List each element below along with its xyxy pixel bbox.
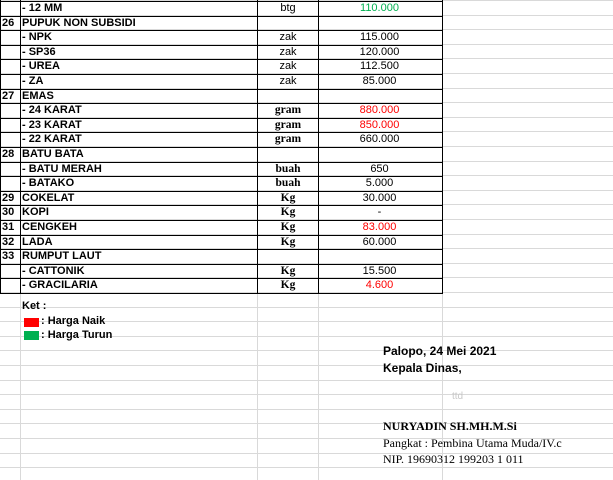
grid-row-line <box>0 380 613 381</box>
legend-label-up: : Harga Naik <box>41 315 106 327</box>
unit-cell: zak <box>279 60 297 72</box>
row-number: 27 <box>2 90 15 102</box>
unit-cell: gram <box>274 119 302 131</box>
table-row <box>0 278 613 293</box>
commodity-name: - BATU MERAH <box>22 163 102 175</box>
table-row <box>0 118 613 133</box>
commodity-name: - ZA <box>22 75 44 87</box>
table-row-border <box>0 162 443 163</box>
price-cell: 850.000 <box>359 119 400 131</box>
row-number <box>2 103 20 118</box>
table-row <box>0 235 613 250</box>
unit-cell: zak <box>279 46 297 58</box>
grid-row-line <box>0 409 613 410</box>
table-row <box>0 220 613 235</box>
unit-cell <box>259 249 317 264</box>
price-cell: 660.000 <box>359 133 400 145</box>
price-cell: 112.500 <box>360 60 399 72</box>
unit-cell: zak <box>279 75 297 87</box>
table-row-border <box>0 89 443 90</box>
row-number: 30 <box>2 206 15 218</box>
ttd-mark: ttd <box>452 391 464 402</box>
row-number <box>2 1 20 16</box>
unit-cell: buah <box>275 163 301 175</box>
commodity-name: CENGKEH <box>22 221 78 233</box>
row-number <box>2 59 20 74</box>
table-row <box>0 191 613 206</box>
commodity-name: BATU BATA <box>22 148 84 160</box>
grid-row-line <box>0 307 613 308</box>
table-row-border <box>0 249 443 250</box>
row-number: 32 <box>2 236 15 248</box>
table-row <box>0 132 613 147</box>
row-number <box>2 74 20 89</box>
table-row-border <box>0 132 443 133</box>
table-row-border <box>0 103 443 104</box>
commodity-name: - 22 KARAT <box>22 133 82 145</box>
price-cell: 83.000 <box>362 221 397 233</box>
price-cell: 30.000 <box>362 192 397 204</box>
table-row-border <box>0 16 443 17</box>
table-row <box>0 89 613 104</box>
commodity-name: - BATAKO <box>22 177 75 189</box>
unit-cell: Kg <box>280 192 296 204</box>
unit-cell: btg <box>280 2 296 14</box>
table-row-border <box>0 235 443 236</box>
price-cell: 85.000 <box>362 75 397 87</box>
table-row-border <box>0 118 443 119</box>
table-row <box>0 30 613 45</box>
row-number <box>2 30 20 45</box>
commodity-name: LADA <box>22 236 53 248</box>
table-row <box>0 1 613 16</box>
table-row-border <box>0 30 443 31</box>
table-row <box>0 147 613 162</box>
commodity-name: PUPUK NON SUBSIDI <box>22 17 136 29</box>
price-cell: 115.000 <box>360 31 399 43</box>
price-cell: - <box>377 206 382 218</box>
commodity-name: KOPI <box>22 206 49 218</box>
signatory-rank: Pangkat : Pembina Utama Muda/IV.c <box>383 436 562 450</box>
table-row <box>0 205 613 220</box>
commodity-name: - NPK <box>22 31 52 43</box>
table-row-border <box>0 176 443 177</box>
table-row-border <box>0 205 443 206</box>
price-cell: 4.600 <box>365 279 394 291</box>
table-row-border <box>0 74 443 75</box>
table-row <box>0 162 613 177</box>
price-cell <box>318 89 441 104</box>
legend-swatch-up <box>24 318 39 327</box>
price-cell: 110.000 <box>360 2 399 14</box>
table-row <box>0 264 613 279</box>
position-title: Kepala Dinas, <box>383 361 462 375</box>
commodity-name: COKELAT <box>22 192 75 204</box>
table-row-border <box>0 59 443 60</box>
table-row <box>0 249 613 264</box>
row-number: 26 <box>2 17 15 29</box>
table-row-border <box>0 191 443 192</box>
row-number: 28 <box>2 148 15 160</box>
price-cell: 650 <box>370 163 389 175</box>
commodity-name: - 12 MM <box>22 2 63 14</box>
grid-row-line <box>0 350 613 351</box>
commodity-name: - 24 KARAT <box>22 104 82 116</box>
grid-row-line <box>0 467 613 468</box>
unit-cell: Kg <box>280 265 296 277</box>
unit-cell <box>259 147 317 162</box>
signatory-nip: NIP. 19690312 199203 1 011 <box>383 452 524 466</box>
unit-cell: gram <box>274 133 302 145</box>
signatory-name: NURYADIN SH.MH.M.Si <box>383 419 517 433</box>
row-number <box>2 278 20 293</box>
commodity-name: EMAS <box>22 90 54 102</box>
table-row-border <box>0 45 443 46</box>
table-row-border <box>0 220 443 221</box>
grid-row-line <box>0 423 613 424</box>
unit-cell: zak <box>279 31 297 43</box>
legend-label-down: : Harga Turun <box>41 329 113 341</box>
price-cell: 120.000 <box>359 46 400 58</box>
table-row-border <box>0 278 443 279</box>
row-number <box>2 118 20 133</box>
table-row <box>0 16 613 31</box>
unit-cell: gram <box>274 104 302 116</box>
table-row <box>0 103 613 118</box>
price-cell: 60.000 <box>362 236 397 248</box>
row-number <box>2 162 20 177</box>
commodity-name: - CATTONIK <box>22 265 85 277</box>
commodity-name: RUMPUT LAUT <box>22 250 102 262</box>
place-date: Palopo, 24 Mei 2021 <box>383 344 497 358</box>
table-row-border <box>0 293 443 294</box>
row-number <box>2 45 20 60</box>
price-cell <box>318 147 441 162</box>
price-cell <box>318 16 441 31</box>
row-number <box>2 176 20 191</box>
unit-cell: Kg <box>280 221 296 233</box>
table-row <box>0 45 613 60</box>
unit-cell <box>259 16 317 31</box>
unit-cell: Kg <box>280 236 296 248</box>
price-cell: 880.000 <box>359 104 400 116</box>
price-cell <box>318 249 441 264</box>
table-row <box>0 74 613 89</box>
legend-swatch-down <box>24 331 39 340</box>
grid-row-line <box>0 394 613 395</box>
commodity-name: - SP36 <box>22 46 56 58</box>
row-number <box>2 264 20 279</box>
table-row-border <box>0 1 443 2</box>
legend-title: Ket : <box>22 300 47 312</box>
table-row-border <box>0 147 443 148</box>
unit-cell <box>259 89 317 104</box>
unit-cell: Kg <box>280 279 296 291</box>
table-row <box>0 176 613 191</box>
row-number <box>2 132 20 147</box>
commodity-name: - UREA <box>22 60 60 72</box>
unit-cell: Kg <box>280 206 296 218</box>
row-number: 33 <box>2 250 15 262</box>
price-cell: 5.000 <box>365 177 394 189</box>
row-number: 29 <box>2 192 15 204</box>
commodity-name: - GRACILARIA <box>22 279 98 291</box>
unit-cell: buah <box>275 177 301 189</box>
table-row-border <box>0 264 443 265</box>
grid-row-line <box>0 365 613 366</box>
price-cell: 15.500 <box>362 265 397 277</box>
commodity-name: - 23 KARAT <box>22 119 82 131</box>
row-number: 31 <box>2 221 15 233</box>
table-row <box>0 59 613 74</box>
